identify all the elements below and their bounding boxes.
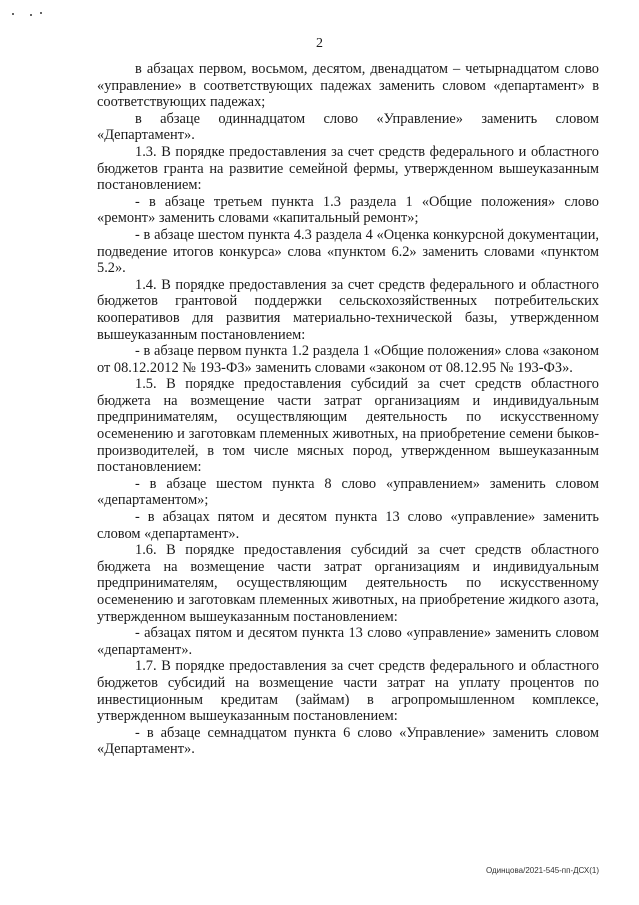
paragraph: 1.4. В порядке предоставления за счет средств федерального и областного бюджетов грантовой поддержки сельскохозяйственных потребительских кооперативов для развития материально-технической базы, утвержденном вышеуказанным постановлением: — [97, 276, 599, 343]
paragraph: 1.5. В порядке предоставления субсидий за счет средств областного бюджета на возмещение части затрат организациям и индивидуальным предпринимателям, осуществляющим деятельность по искусственному осеменению и заготовкам племенных животных, на приобретение семени быков-производителей, в том числе мясных пород, утвержденном вышеуказанным постановлением: — [97, 376, 599, 476]
paragraph: - абзацах пятом и десятом пункта 13 слово «управление» заменить словом «департамент». — [97, 625, 599, 658]
scan-artifact — [10, 10, 50, 18]
paragraph: - в абзаце первом пункта 1.2 раздела 1 «Общие положения» слова «законом от 08.12.2012 № 193-ФЗ» заменить словами «законом от 08.12.95 № 193-ФЗ». — [97, 343, 599, 376]
paragraph: в абзаце одиннадцатом слово «Управление» заменить словом «Департамент». — [97, 110, 599, 144]
paragraph: - в абзацах пятом и десятом пункта 13 слово «управление» заменить словом «департамент». — [97, 509, 599, 542]
paragraph: в абзацах первом, восьмом, десятом, двенадцатом – четырнадцатом слово «управление» в соответствующих падежах заменить словом «департамент» в соответствующих падежах; — [97, 61, 599, 111]
page-number: 2 — [316, 36, 323, 51]
paragraph: - в абзаце шестом пункта 8 слово «управлением» заменить словом «департаментом»; — [97, 475, 599, 509]
document-body — [97, 61, 599, 758]
paragraph: - в абзаце шестом пункта 4.3 раздела 4 «Оценка конкурсной документации, подведение итогов конкурса» слова «пунктом 6.2» заменить словами «пунктом 5.2». — [97, 226, 599, 277]
paragraph: - в абзаце семнадцатом пункта 6 слово «Управление» заменить словом «Департамент». — [97, 724, 599, 758]
document-footer-code: Одинцова/2021-545-пп-ДСХ(1) — [485, 866, 599, 875]
paragraph: 1.7. В порядке предоставления за счет средств федерального и областного бюджетов субсидий на возмещение части затрат на уплату процентов по инвестиционным кредитам (займам) в агропромышленном комплексе, утвержденном вышеуказанным постановлением: — [97, 658, 599, 725]
paragraph: 1.3. В порядке предоставления за счет средств федерального и областного бюджетов гранта на развитие семейной фермы, утвержденном вышеуказанным постановлением: — [97, 143, 599, 194]
paragraph: - в абзаце третьем пункта 1.3 раздела 1 «Общие положения» слово «ремонт» заменить словами «капитальный ремонт»; — [97, 193, 599, 227]
paragraph: 1.6. В порядке предоставления субсидий за счет средств областного бюджета на возмещение части затрат организациям и индивидуальным предпринимателям, осуществляющим деятельность по искусственному осеменению и заготовкам племенных животных, на приобретение жидкого азота, утвержденном вышеуказанным постановлением: — [97, 542, 599, 625]
